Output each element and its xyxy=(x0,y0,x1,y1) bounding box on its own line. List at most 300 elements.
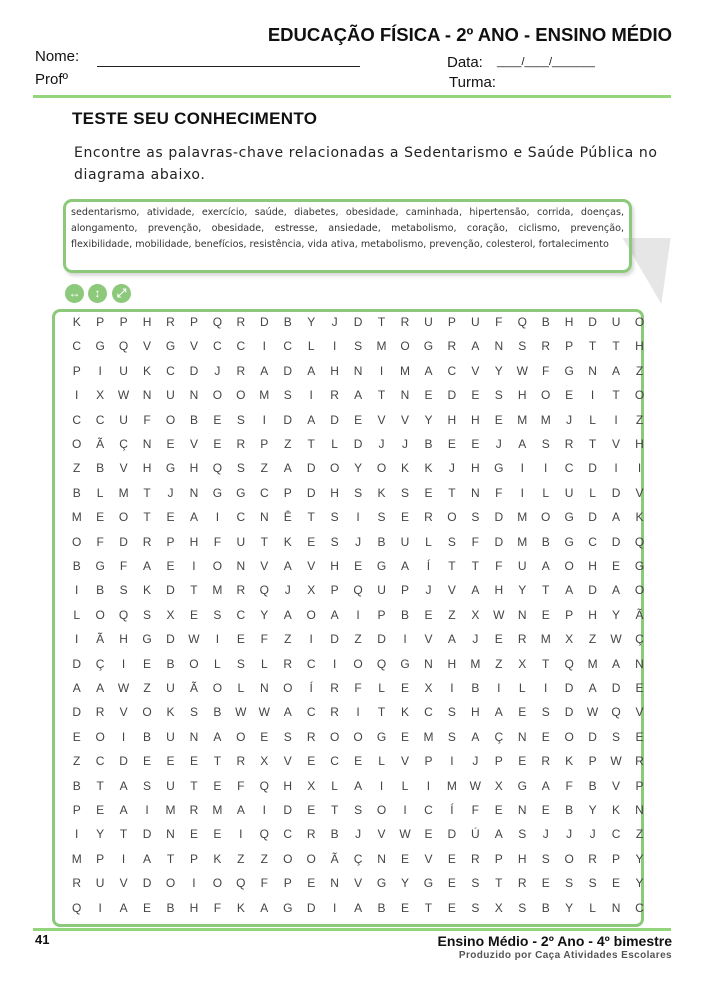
grid-letter[interactable]: P xyxy=(283,876,292,891)
grid-letter[interactable]: E xyxy=(189,607,198,622)
grid-letter[interactable]: G xyxy=(165,339,176,354)
grid-letter[interactable]: F xyxy=(565,778,573,793)
grid-letter[interactable]: A xyxy=(612,583,621,598)
grid-letter[interactable]: D xyxy=(119,754,128,769)
grid-letter[interactable]: W xyxy=(117,388,130,403)
grid-letter[interactable]: E xyxy=(471,388,480,403)
grid-letter[interactable]: I xyxy=(450,754,454,769)
grid-letter[interactable]: P xyxy=(565,339,574,354)
grid-letter[interactable]: N xyxy=(635,656,644,671)
grid-letter[interactable]: D xyxy=(166,632,175,647)
grid-letter[interactable]: E xyxy=(236,632,245,647)
grid-letter[interactable]: E xyxy=(143,656,152,671)
grid-letter[interactable]: A xyxy=(307,363,316,378)
grid-letter[interactable]: K xyxy=(400,705,409,720)
grid-letter[interactable]: R xyxy=(166,315,175,329)
grid-letter[interactable]: F xyxy=(119,559,128,573)
grid-letter[interactable]: Q xyxy=(259,827,269,842)
grid-letter[interactable]: P xyxy=(635,778,644,793)
grid-letter[interactable]: E xyxy=(424,827,433,842)
grid-letter[interactable]: O xyxy=(72,437,82,451)
grid-letter[interactable]: D xyxy=(72,705,82,720)
grid-letter[interactable]: D xyxy=(447,388,457,403)
grid-letter[interactable]: D xyxy=(72,656,82,671)
grid-letter[interactable]: D xyxy=(611,681,621,695)
grid-letter[interactable]: P xyxy=(330,583,339,598)
grid-letter[interactable]: N xyxy=(189,729,199,744)
grid-letter[interactable]: D xyxy=(283,803,293,817)
grid-letter[interactable]: H xyxy=(142,315,152,329)
grid-letter[interactable]: E xyxy=(400,729,409,744)
grid-letter[interactable]: N xyxy=(166,827,175,842)
grid-letter[interactable]: C xyxy=(588,534,597,549)
grid-letter[interactable]: T xyxy=(190,778,198,793)
grid-letter[interactable]: Ã xyxy=(96,437,105,451)
grid-letter[interactable]: B xyxy=(471,681,480,695)
grid-letter[interactable]: W xyxy=(493,607,505,622)
grid-letter[interactable]: I xyxy=(614,412,618,427)
grid-letter[interactable]: Ç xyxy=(95,656,105,671)
grid-letter[interactable]: A xyxy=(283,705,292,720)
grid-letter[interactable]: A xyxy=(143,851,152,866)
grid-letter[interactable]: D xyxy=(588,315,597,329)
grid-letter[interactable]: L xyxy=(331,778,338,793)
grid-letter[interactable]: F xyxy=(237,778,245,793)
grid-letter[interactable]: D xyxy=(306,900,316,915)
grid-letter[interactable]: D xyxy=(564,705,574,720)
grid-letter[interactable]: M xyxy=(118,485,129,500)
grid-letter[interactable]: T xyxy=(260,534,268,549)
grid-letter[interactable]: O xyxy=(212,681,223,695)
grid-letter[interactable]: C xyxy=(166,363,175,378)
grid-letter[interactable]: S xyxy=(471,876,480,891)
grid-letter[interactable]: X xyxy=(96,388,105,403)
grid-letter[interactable]: L xyxy=(378,681,385,695)
grid-letter[interactable]: Y xyxy=(400,876,409,891)
grid-letter[interactable]: K xyxy=(377,485,386,500)
grid-letter[interactable]: B xyxy=(400,607,409,622)
grid-letter[interactable]: E xyxy=(213,412,222,427)
grid-letter[interactable]: E xyxy=(424,388,433,403)
grid-letter[interactable]: A xyxy=(612,363,621,378)
grid-letter[interactable]: K xyxy=(143,583,152,598)
grid-letter[interactable]: G xyxy=(400,656,410,671)
grid-letter[interactable]: C xyxy=(330,754,339,769)
grid-letter[interactable]: O xyxy=(634,583,645,598)
grid-letter[interactable]: L xyxy=(331,437,338,451)
grid-letter[interactable]: P xyxy=(189,851,198,866)
grid-letter[interactable]: R xyxy=(400,315,410,329)
grid-letter[interactable]: S xyxy=(400,485,409,500)
grid-letter[interactable]: D xyxy=(330,632,339,647)
grid-letter[interactable]: S xyxy=(354,803,363,817)
grid-letter[interactable]: E xyxy=(307,803,316,817)
grid-letter[interactable]: N xyxy=(142,437,152,451)
grid-letter[interactable]: A xyxy=(471,583,480,598)
grid-letter[interactable]: S xyxy=(236,656,245,671)
grid-letter[interactable]: X xyxy=(424,681,433,695)
grid-letter[interactable]: K xyxy=(424,461,433,476)
grid-letter[interactable]: S xyxy=(565,876,574,891)
grid-letter[interactable]: A xyxy=(283,607,292,622)
grid-letter[interactable]: S xyxy=(330,510,339,525)
grid-letter[interactable]: P xyxy=(189,315,198,329)
grid-letter[interactable]: M xyxy=(446,778,457,793)
grid-letter[interactable]: I xyxy=(262,412,266,427)
grid-letter[interactable]: B xyxy=(72,559,81,573)
grid-letter[interactable]: Z xyxy=(354,632,362,647)
grid-letter[interactable]: G xyxy=(376,729,387,744)
grid-letter[interactable]: L xyxy=(542,485,550,500)
grid-letter[interactable]: F xyxy=(495,559,503,573)
grid-letter[interactable]: A xyxy=(541,778,550,793)
grid-letter[interactable]: R xyxy=(635,754,644,769)
grid-letter[interactable]: P xyxy=(166,534,175,549)
grid-letter[interactable]: A xyxy=(189,510,198,525)
grid-letter[interactable]: G xyxy=(236,485,246,500)
grid-letter[interactable]: H xyxy=(471,705,480,720)
grid-letter[interactable]: T xyxy=(377,315,386,329)
grid-letter[interactable]: S xyxy=(213,607,222,622)
grid-letter[interactable]: O xyxy=(329,461,340,476)
grid-letter[interactable]: T xyxy=(542,656,550,671)
grid-letter[interactable]: O xyxy=(376,803,387,817)
grid-letter[interactable]: M xyxy=(399,363,410,378)
grid-letter[interactable]: K xyxy=(143,363,152,378)
grid-letter[interactable]: T xyxy=(119,827,128,842)
grid-letter[interactable]: N xyxy=(189,485,199,500)
grid-letter[interactable]: O xyxy=(283,681,293,695)
grid-letter[interactable]: A xyxy=(588,681,597,695)
grid-letter[interactable]: E xyxy=(143,900,152,915)
grid-letter[interactable]: A xyxy=(424,363,433,378)
grid-letter[interactable]: E xyxy=(354,754,363,769)
grid-letter[interactable]: E xyxy=(213,437,222,451)
grid-letter[interactable]: I xyxy=(332,900,337,915)
grid-letter[interactable]: T xyxy=(542,583,550,598)
grid-letter[interactable]: O xyxy=(212,559,223,573)
grid-letter[interactable]: B xyxy=(143,729,152,744)
grid-letter[interactable]: P xyxy=(72,363,81,378)
grid-letter[interactable]: S xyxy=(541,851,550,866)
grid-letter[interactable]: I xyxy=(332,339,337,354)
grid-letter[interactable]: A xyxy=(354,900,363,915)
grid-letter[interactable]: E xyxy=(471,437,480,451)
grid-letter[interactable]: K xyxy=(236,900,245,915)
grid-letter[interactable]: E xyxy=(612,559,621,573)
grid-letter[interactable]: D xyxy=(377,632,386,647)
grid-letter[interactable]: X xyxy=(307,778,316,793)
grid-letter[interactable]: V xyxy=(354,876,363,891)
grid-letter[interactable]: R xyxy=(236,583,246,598)
grid-letter[interactable]: L xyxy=(307,339,315,354)
grid-letter[interactable]: Y xyxy=(307,315,316,329)
grid-letter[interactable]: D xyxy=(283,363,293,378)
grid-letter[interactable]: I xyxy=(239,827,243,842)
grid-letter[interactable]: I xyxy=(309,632,313,647)
grid-letter[interactable]: Q xyxy=(118,607,129,622)
grid-letter[interactable]: J xyxy=(331,315,338,329)
grid-letter[interactable]: V xyxy=(119,876,128,891)
grid-letter[interactable]: K xyxy=(166,705,175,720)
grid-letter[interactable]: O xyxy=(236,388,246,403)
grid-letter[interactable]: M xyxy=(71,851,82,866)
grid-letter[interactable]: I xyxy=(121,656,126,671)
grid-letter[interactable]: O xyxy=(95,607,105,622)
grid-letter[interactable]: Z xyxy=(260,851,268,866)
grid-letter[interactable]: H xyxy=(517,851,527,866)
grid-letter[interactable]: G xyxy=(494,461,504,476)
grid-letter[interactable]: F xyxy=(213,900,222,915)
grid-letter[interactable]: E xyxy=(189,827,198,842)
grid-letter[interactable]: T xyxy=(588,339,597,354)
grid-letter[interactable]: S xyxy=(447,729,456,744)
grid-letter[interactable]: M xyxy=(540,412,551,427)
grid-letter[interactable]: A xyxy=(260,900,269,915)
grid-letter[interactable]: Z xyxy=(237,851,245,866)
grid-letter[interactable]: P xyxy=(565,607,574,622)
grid-letter[interactable]: O xyxy=(400,339,410,354)
grid-letter[interactable]: H xyxy=(283,778,293,793)
grid-letter[interactable]: Q xyxy=(118,339,129,354)
grid-letter[interactable]: L xyxy=(73,607,81,622)
grid-letter[interactable]: O xyxy=(212,388,223,403)
grid-letter[interactable]: S xyxy=(541,437,550,451)
grid-letter[interactable]: E xyxy=(635,681,644,695)
grid-letter[interactable]: B xyxy=(166,656,175,671)
grid-letter[interactable]: V xyxy=(447,583,456,598)
grid-letter[interactable]: T xyxy=(330,803,339,817)
grid-letter[interactable]: A xyxy=(330,607,339,622)
grid-letter[interactable]: L xyxy=(237,681,245,695)
grid-letter[interactable]: E xyxy=(189,754,198,769)
grid-letter[interactable]: K xyxy=(400,461,409,476)
grid-letter[interactable]: P xyxy=(260,437,269,451)
grid-letter[interactable]: E xyxy=(96,510,105,525)
grid-letter[interactable]: D xyxy=(142,876,152,891)
grid-letter[interactable]: W xyxy=(610,632,622,647)
grid-letter[interactable]: S xyxy=(330,534,339,549)
grid-letter[interactable]: D xyxy=(306,461,316,476)
grid-letter[interactable]: R xyxy=(236,754,246,769)
grid-letter[interactable]: P xyxy=(494,851,503,866)
grid-letter[interactable]: E xyxy=(447,851,456,866)
grid-letter[interactable]: P xyxy=(96,315,105,329)
grid-letter[interactable]: Y xyxy=(424,412,433,427)
grid-letter[interactable]: Q xyxy=(376,656,387,671)
grid-letter[interactable]: E xyxy=(494,803,503,817)
grid-letter[interactable]: N xyxy=(635,803,644,817)
grid-letter[interactable]: T xyxy=(471,559,479,573)
grid-letter[interactable]: H xyxy=(189,461,199,476)
grid-letter[interactable]: M xyxy=(517,510,528,525)
grid-letter[interactable]: P xyxy=(377,607,386,622)
grid-letter[interactable]: S xyxy=(283,388,292,403)
grid-letter[interactable]: M xyxy=(212,803,223,817)
grid-letter[interactable]: W xyxy=(469,778,481,793)
name-field-line[interactable] xyxy=(97,66,360,67)
grid-letter[interactable]: V xyxy=(377,412,386,427)
grid-letter[interactable]: P xyxy=(96,851,105,866)
grid-letter[interactable]: R xyxy=(236,437,246,451)
grid-letter[interactable]: I xyxy=(215,632,220,647)
grid-letter[interactable]: Q xyxy=(611,705,621,720)
grid-letter[interactable]: C xyxy=(95,754,105,769)
grid-letter[interactable]: O xyxy=(541,510,551,525)
grid-letter[interactable]: S xyxy=(447,705,456,720)
grid-letter[interactable]: T xyxy=(213,754,222,769)
grid-letter[interactable]: I xyxy=(544,681,548,695)
grid-letter[interactable]: I xyxy=(309,388,313,403)
grid-letter[interactable]: U xyxy=(166,681,175,695)
grid-letter[interactable]: Ç xyxy=(119,437,128,451)
grid-letter[interactable]: W xyxy=(586,705,599,720)
grid-letter[interactable]: J xyxy=(167,485,174,500)
grid-letter[interactable]: T xyxy=(166,851,175,866)
grid-letter[interactable]: F xyxy=(354,681,362,695)
grid-letter[interactable]: H xyxy=(330,363,339,378)
grid-letter[interactable]: I xyxy=(192,876,196,891)
grid-letter[interactable]: L xyxy=(518,681,526,695)
grid-letter[interactable]: I xyxy=(403,803,407,817)
grid-letter[interactable]: S xyxy=(119,583,128,598)
grid-letter[interactable]: B xyxy=(213,705,222,720)
grid-letter[interactable]: L xyxy=(425,534,432,549)
grid-letter[interactable]: Z xyxy=(284,437,292,451)
grid-letter[interactable]: O xyxy=(634,388,645,403)
grid-letter[interactable]: Q xyxy=(212,461,223,476)
grid-letter[interactable]: D xyxy=(564,681,574,695)
grid-letter[interactable]: V xyxy=(143,339,152,354)
grid-letter[interactable]: T xyxy=(612,339,620,354)
grid-letter[interactable]: A xyxy=(283,461,292,476)
grid-letter[interactable]: D xyxy=(611,485,621,500)
grid-letter[interactable]: V xyxy=(612,778,621,793)
grid-letter[interactable]: I xyxy=(192,559,196,573)
grid-letter[interactable]: O xyxy=(376,461,387,476)
grid-letter[interactable]: N xyxy=(189,388,199,403)
grid-letter[interactable]: S xyxy=(518,900,527,915)
grid-letter[interactable]: M xyxy=(423,729,434,744)
grid-letter[interactable]: E xyxy=(565,388,574,403)
grid-letter[interactable]: I xyxy=(544,461,548,476)
grid-letter[interactable]: A xyxy=(307,412,316,427)
grid-letter[interactable]: S xyxy=(518,339,527,354)
grid-letter[interactable]: Q xyxy=(634,534,645,549)
grid-letter[interactable]: Í xyxy=(426,559,431,573)
grid-letter[interactable]: X xyxy=(565,632,574,647)
grid-letter[interactable]: N xyxy=(471,485,480,500)
grid-letter[interactable]: R xyxy=(517,876,527,891)
grid-letter[interactable]: I xyxy=(145,803,149,817)
grid-letter[interactable]: C xyxy=(424,705,433,720)
grid-letter[interactable]: T xyxy=(307,510,315,525)
grid-letter[interactable]: A xyxy=(354,388,363,403)
grid-letter[interactable]: T xyxy=(143,510,151,525)
grid-letter[interactable]: I xyxy=(637,461,642,476)
grid-letter[interactable]: H xyxy=(142,461,152,476)
grid-letter[interactable]: D xyxy=(588,461,597,476)
grid-letter[interactable]: S xyxy=(354,339,363,354)
grid-letter[interactable]: O xyxy=(353,656,363,671)
grid-letter[interactable]: P xyxy=(588,754,597,769)
grid-letter[interactable]: X xyxy=(307,583,316,598)
grid-letter[interactable]: Í xyxy=(450,803,454,817)
grid-letter[interactable]: A xyxy=(119,778,128,793)
grid-letter[interactable]: C xyxy=(95,412,105,427)
grid-letter[interactable]: B xyxy=(72,778,81,793)
grid-letter[interactable]: D xyxy=(494,510,504,525)
grid-letter[interactable]: T xyxy=(190,583,198,598)
grid-letter[interactable]: M xyxy=(587,656,598,671)
grid-letter[interactable]: O xyxy=(72,534,82,549)
grid-letter[interactable]: V xyxy=(424,851,433,866)
grid-letter[interactable]: D xyxy=(166,583,175,598)
grid-letter[interactable]: Q xyxy=(236,876,246,891)
grid-letter[interactable]: R xyxy=(471,851,480,866)
grid-letter[interactable]: D xyxy=(447,827,457,842)
grid-letter[interactable]: C xyxy=(283,827,293,842)
grid-letter[interactable]: I xyxy=(379,363,384,378)
grid-letter[interactable]: U xyxy=(611,315,621,329)
grid-letter[interactable]: O xyxy=(283,851,293,866)
grid-letter[interactable]: I xyxy=(614,461,618,476)
grid-letter[interactable]: N xyxy=(259,510,269,525)
grid-letter[interactable]: Ú xyxy=(471,827,480,842)
grid-letter[interactable]: N xyxy=(424,656,433,671)
grid-letter[interactable]: D xyxy=(306,485,316,500)
grid-letter[interactable]: D xyxy=(588,510,597,525)
grid-letter[interactable]: A xyxy=(518,437,527,451)
grid-letter[interactable]: L xyxy=(378,754,385,769)
grid-letter[interactable]: V xyxy=(635,485,644,500)
grid-letter[interactable]: I xyxy=(75,583,79,598)
grid-letter[interactable]: I xyxy=(262,339,266,354)
grid-letter[interactable]: P xyxy=(283,485,292,500)
grid-letter[interactable]: C xyxy=(611,827,621,842)
grid-letter[interactable]: M xyxy=(540,632,551,647)
grid-letter[interactable]: R xyxy=(236,363,246,378)
grid-letter[interactable]: I xyxy=(75,827,79,842)
grid-letter[interactable]: V xyxy=(307,559,316,573)
grid-letter[interactable]: X xyxy=(518,656,527,671)
grid-letter[interactable]: N xyxy=(377,851,386,866)
grid-letter[interactable]: J xyxy=(566,827,573,842)
grid-letter[interactable]: M xyxy=(165,803,176,817)
grid-letter[interactable]: R xyxy=(142,534,152,549)
grid-letter[interactable]: J xyxy=(448,461,455,476)
grid-letter[interactable]: I xyxy=(75,632,79,647)
grid-letter[interactable]: G xyxy=(165,461,176,476)
grid-letter[interactable]: X xyxy=(260,754,269,769)
grid-letter[interactable]: S xyxy=(377,510,386,525)
grid-letter[interactable]: F xyxy=(495,485,503,500)
grid-letter[interactable]: Y xyxy=(635,876,644,891)
grid-letter[interactable]: Í xyxy=(309,681,313,695)
grid-letter[interactable]: A xyxy=(143,559,152,573)
grid-letter[interactable]: Ç xyxy=(494,729,504,744)
grid-letter[interactable]: U xyxy=(471,315,480,329)
grid-letter[interactable]: E xyxy=(424,485,433,500)
grid-letter[interactable]: Y xyxy=(494,363,503,378)
grid-letter[interactable]: M xyxy=(517,412,528,427)
grid-letter[interactable]: U xyxy=(166,778,175,793)
grid-letter[interactable]: V xyxy=(400,412,409,427)
grid-letter[interactable]: G xyxy=(423,339,434,354)
grid-letter[interactable]: H xyxy=(494,583,504,598)
grid-letter[interactable]: T xyxy=(495,876,503,891)
grid-letter[interactable]: S xyxy=(518,827,527,842)
